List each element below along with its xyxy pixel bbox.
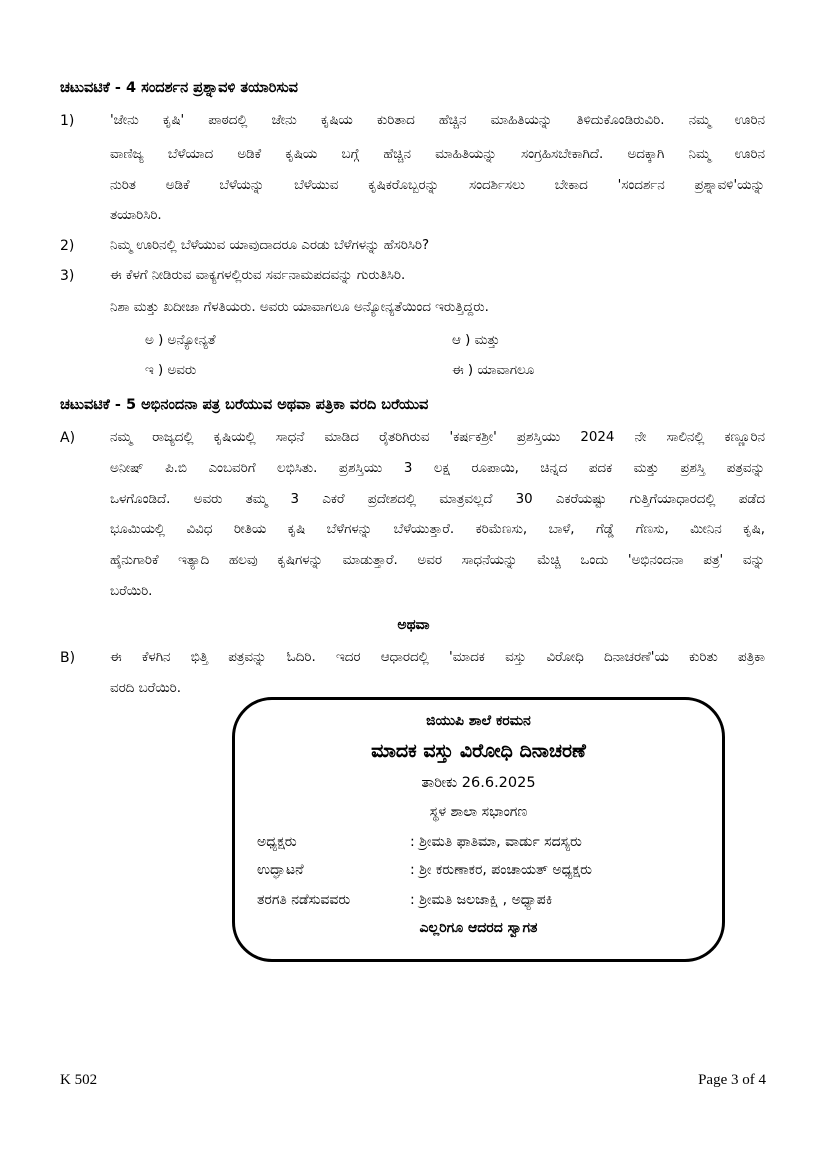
qB-line-1: ಈ ಕೆಳಗಿನ ಭಿತ್ತಿ ಪತ್ರವನ್ನು ಓದಿರಿ. ಇದರ ಆಧಾರದಲ್ಲಿ 'ಮಾದಕ ವಸ್ತು ವಿರೋಧಿ ದಿನಾಚರಣೆ'ಯ ಕುರಿತು ಪತ್ರಿಕಾ: [110, 650, 765, 665]
poster-school: ಜಿಯುಪಿ ಶಾಲೆ ಕರಮನ: [426, 713, 531, 729]
qA-line-3: ಒಳಗೊಂಡಿದೆ. ಅವರು ತಮ್ಮ 3 ಎಕರೆ ಪ್ರದೇಶದಲ್ಲಿ ಮಾತ್ರವಲ್ಲದೆ 30 ಎಕರೆಯಷ್ಟು ಗುತ್ತಿಗೆಯಾಧಾರದಲ್ಲಿ ಪಡೆದ: [110, 492, 765, 507]
poster-title: ಮಾದಕ ವಸ್ತು ವಿರೋಧಿ ದಿನಾಚರಣೆ: [371, 740, 586, 762]
poster-venue: ಸ್ಥಳ ಶಾಲಾ ಸಭಾಂಗಣ: [429, 804, 528, 820]
question-number: A): [60, 430, 76, 446]
activity-5-heading: ಚಟುವಟಿಕೆ - 5 ಅಭಿನಂದನಾ ಪತ್ರ ಬರೆಯುವ ಅಥವಾ ಪತ್ರಿಕಾ ವರದಿ ಬರೆಯುವ: [60, 397, 429, 413]
or-divider-text: ಅಥವಾ: [397, 617, 430, 633]
question-number: B): [60, 650, 76, 666]
option-a: ಅ ) ಅನ್ಯೋನ್ಯತೆ: [145, 333, 216, 348]
poster-role-president: ಅಧ್ಯಕ್ಷರು: [257, 834, 297, 850]
poster-name-president: : ಶ್ರೀಮತಿ ಫಾತಿಮಾ, ವಾರ್ಡು ಸದಸ್ಯರು: [410, 834, 582, 850]
poster-welcome: ಎಲ್ಲರಿಗೂ ಆದರದ ಸ್ವಾಗತ: [419, 920, 538, 936]
q1-line-3: ನುರಿತ ಅಡಿಕೆ ಬೆಳೆಯನ್ನು ಬೆಳೆಯುವ ಕೃಷಿಕರೊಬ್ಬರನ್ನು ಸಂದರ್ಶಿಸಲು ಬೇಕಾದ 'ಸಂದರ್ಶನ ಪ್ರಶ್ನಾವಳಿ'ಯನ್ನು: [110, 178, 765, 193]
qA-line-6: ಬರೆಯಿರಿ.: [110, 584, 153, 599]
poster-name-inauguration: : ಶ್ರೀ ಕರುಣಾಕರ, ಪಂಚಾಯತ್ ಅಧ್ಯಕ್ಷರು: [410, 862, 593, 878]
poster-role-inauguration: ಉದ್ಘಾಟನೆ: [257, 862, 304, 878]
q1-line-4: ತಯಾರಿಸಿರಿ.: [110, 208, 162, 223]
activity-4-heading: ಚಟುವಟಿಕೆ - 4 ಸಂದರ್ಶನ ಪ್ರಶ್ನಾವಳಿ ತಯಾರಿಸುವ: [60, 80, 298, 96]
q3-sentence: ನಿಶಾ ಮತ್ತು ಖದೀಜಾ ಗೆಳತಿಯರು. ಅವರು ಯಾವಾಗಲೂ ಅನ್ಯೋನ್ಯತೆಯಿಂದ ಇರುತ್ತಿದ್ದರು.: [110, 300, 489, 315]
poster-role-instructor: ತರಗತಿ ನಡೆಸುವವರು: [257, 892, 351, 908]
qA-line-5: ಹೈನುಗಾರಿಕೆ ಇತ್ಯಾದಿ ಹಲವು ಕೃಷಿಗಳನ್ನು ಮಾಡುತ್ತಾರೆ. ಅವರ ಸಾಧನೆಯನ್ನು ಮೆಚ್ಚಿ ಒಂದು 'ಅಭಿನಂದನಾ ಪತ್ರ' ವನ್ನು: [110, 553, 765, 568]
q1-line-1: 'ಜೇನು ಕೃಷಿ' ಪಾಠದಲ್ಲಿ ಜೇನು ಕೃಷಿಯ ಕುರಿತಾದ ಹೆಚ್ಚಿನ ಮಾಹಿತಿಯನ್ನು ತಿಳಿದುಕೊಂಡಿರುವಿರಿ. ನಮ್ಮ ಊರಿನ: [110, 113, 765, 128]
q2-text: ನಿಮ್ಮ ಊರಿನಲ್ಲಿ ಬೆಳೆಯುವ ಯಾವುದಾದರೂ ಎರಡು ಬೆಳೆಗಳನ್ನು ಹೆಸರಿಸಿರಿ?: [110, 238, 430, 253]
qB-line-2: ವರದಿ ಬರೆಯಿರಿ.: [110, 681, 181, 696]
footer-page-number: Page 3 of 4: [698, 1072, 766, 1088]
option-ii: ಈ ) ಯಾವಾಗಲೂ: [452, 363, 535, 378]
footer-code: K 502: [60, 1072, 98, 1088]
q1-line-2: ವಾಣಿಜ್ಯ ಬೆಳೆಯಾದ ಅಡಿಕೆ ಕೃಷಿಯ ಬಗ್ಗೆ ಹೆಚ್ಚಿನ ಮಾಹಿತಿಯನ್ನು ಸಂಗ್ರಹಿಸಬೇಕಾಗಿದೆ. ಅದಕ್ಕಾಗಿ ನಿಮ್ಮ ಊರಿನ: [110, 147, 765, 162]
qA-line-4: ಭೂಮಿಯಲ್ಲಿ ವಿವಿಧ ರೀತಿಯ ಕೃಷಿ ಬೆಳೆಗಳನ್ನು ಬೆಳೆಯುತ್ತಾರೆ. ಕರಿಮೆಣಸು, ಬಾಳೆ, ಗೆಡ್ಡೆ ಗೆಣಸು, ಮೀನಿನ ಕೃಷಿ,: [110, 522, 765, 537]
question-number: 3): [60, 268, 75, 284]
poster-name-instructor: : ಶ್ರೀಮತಿ ಜಲಜಾಕ್ಷಿ , ಅಧ್ಯಾಪಕಿ: [410, 892, 553, 908]
option-aa: ಆ ) ಮತ್ತು: [452, 333, 500, 348]
qA-line-1: ನಮ್ಮ ರಾಜ್ಯದಲ್ಲಿ ಕೃಷಿಯಲ್ಲಿ ಸಾಧನೆ ಮಾಡಿದ ರೈತರಿಗಿರುವ 'ಕರ್ಷಕಶ್ರೀ' ಪ್ರಶಸ್ತಿಯು 2024 ನೇ ಸಾಲಿನಲ್ಲಿ ಕಣ್ಣೂರಿನ: [110, 430, 765, 445]
qA-line-2: ಅನೀಷ್ ಪಿ.ಬಿ ಎಂಬವರಿಗೆ ಲಭಿಸಿತು. ಪ್ರಶಸ್ತಿಯು 3 ಲಕ್ಷ ರೂಪಾಯಿ, ಚಿನ್ನದ ಪದಕ ಮತ್ತು ಪ್ರಶಸ್ತಿ ಪತ್ರವನ್ನು: [110, 461, 765, 476]
q3-text: ಈ ಕೆಳಗೆ ನೀಡಿರುವ ವಾಕ್ಯಗಳಲ್ಲಿರುವ ಸರ್ವನಾಮಪದವನ್ನು ಗುರುತಿಸಿರಿ.: [110, 268, 406, 283]
question-number: 2): [60, 238, 75, 254]
option-i: ಇ ) ಅವರು: [145, 363, 197, 378]
poster-date: ತಾರೀಕು 26.6.2025: [421, 775, 536, 791]
question-number: 1): [60, 113, 75, 129]
